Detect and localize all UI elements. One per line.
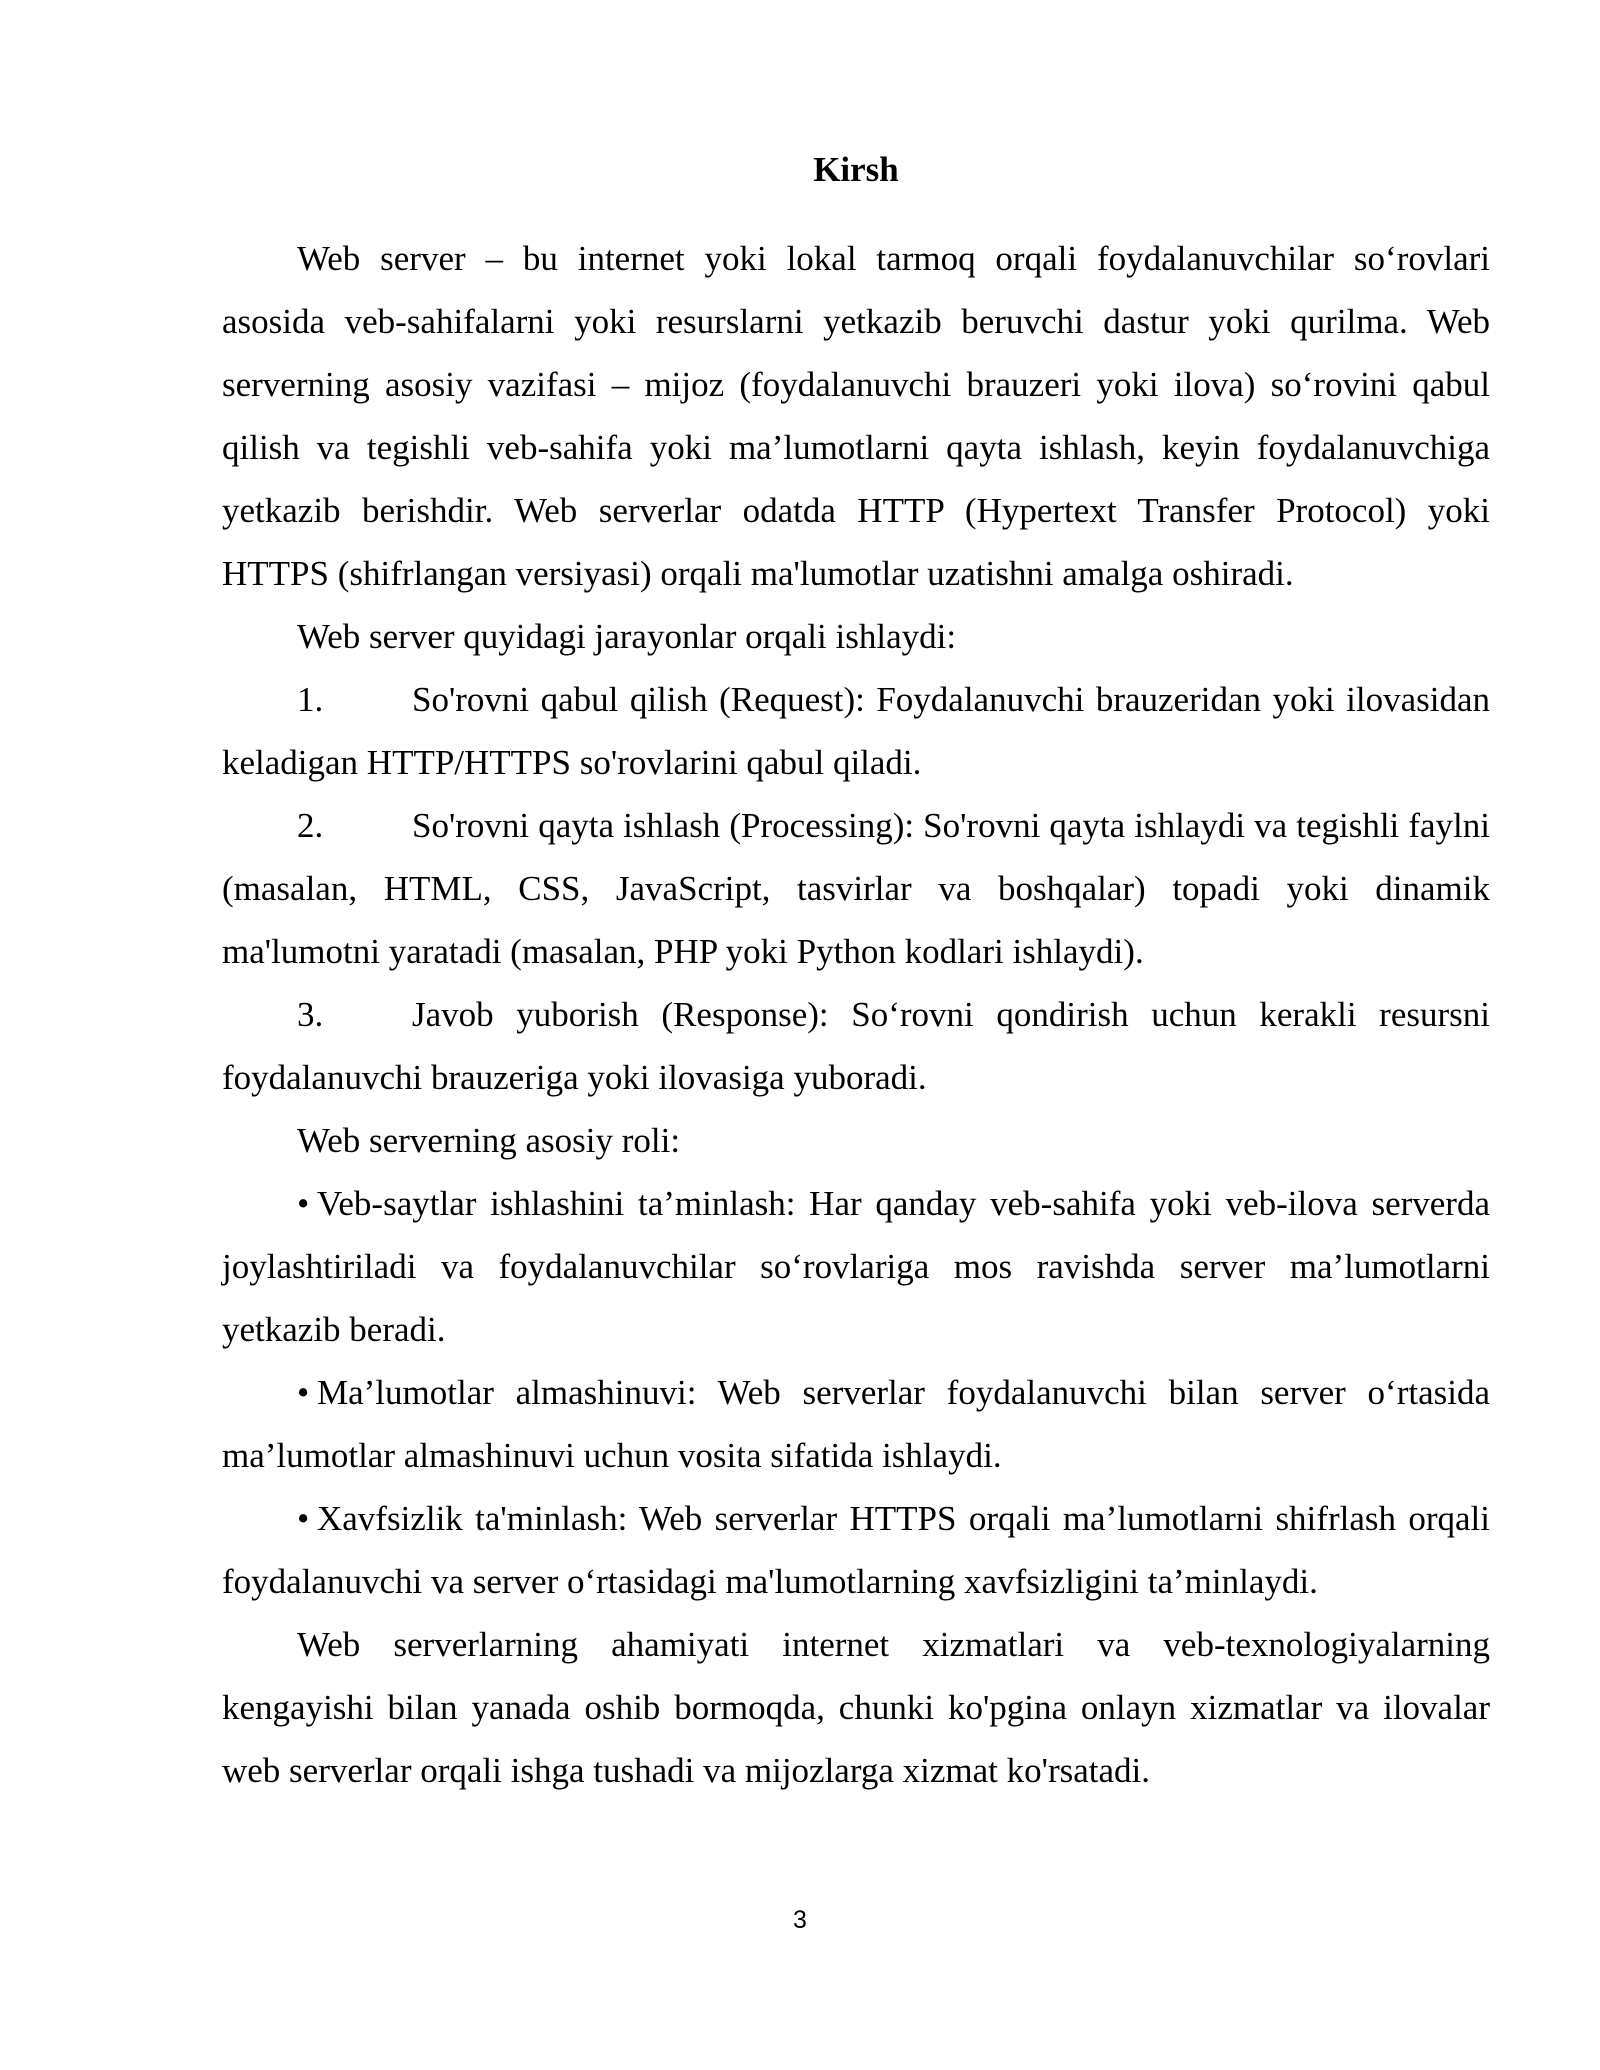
role-text: Xavfsizlik ta'minlash: Web serverlar HTTPS orqali ma’lumotlarni shifrlash orqali foydalanuvchi va server o‘rtasidagi ma'lumotlarning xavfsizligini ta’minlaydi. <box>222 1499 1490 1601</box>
step-item <box>222 983 1490 1109</box>
step-number: 1. <box>297 680 324 719</box>
page-content <box>222 145 1490 1802</box>
closing-paragraph: Web serverlarning ahamiyati internet xizmatlari va veb-texnologiyalarning kengayishi bilan yanada oshib bormoqda, chunki ko'pgina onlayn xizmatlar va ilovalar web serverlar orqali ishga tushadi va mijozlarga xizmat ko'rsatadi. <box>222 1625 1490 1790</box>
role-text: Veb-saytlar ishlashini ta’minlash: Har qanday veb-sahifa yoki veb-ilova serverda joylashtiriladi va foydalanuvchilar so‘rovlariga mos ravishda server ma’lumotlarni yetkazib beradi. <box>222 1184 1490 1349</box>
step-number: 3. <box>297 995 324 1034</box>
step-item <box>222 668 1490 794</box>
role-text: Ma’lumotlar almashinuvi: Web serverlar foydalanuvchi bilan server o‘rtasida ma’lumotlar almashinuvi uchun vosita sifatida ishlaydi. <box>222 1373 1490 1475</box>
step-text: Javob yuborish (Response): So‘rovni qondirish uchun kerakli resursni foydalanuvchi brauzeriga yoki ilovasiga yuboradi. <box>222 995 1490 1097</box>
bullet-icon: • <box>297 1499 310 1538</box>
role-item <box>222 1487 1490 1613</box>
process-heading: Web server quyidagi jarayonlar orqali ishlaydi: <box>297 617 957 656</box>
step-number: 2. <box>297 806 324 845</box>
bullet-icon: • <box>297 1373 310 1412</box>
step-item <box>222 794 1490 983</box>
step-text: So'rovni qayta ishlash (Processing): So'rovni qayta ishlaydi va tegishli faylni (masalan, HTML, CSS, JavaScript, tasvirlar va boshqalar) topadi yoki dinamik ma'lumotni yaratadi (masalan, PHP yoki Python kodlari ishlaydi). <box>222 806 1490 971</box>
role-item <box>222 1361 1490 1487</box>
bullet-icon: • <box>297 1184 310 1223</box>
role-item <box>222 1172 1490 1361</box>
page-title: Kirsh <box>813 150 899 189</box>
page-number: 3 <box>793 1906 807 1934</box>
step-text: So'rovni qabul qilish (Request): Foydalanuvchi brauzeridan yoki ilovasidan keladigan HTTP/HTTPS so'rovlarini qabul qiladi. <box>222 680 1490 782</box>
intro-paragraph: Web server – bu internet yoki lokal tarmoq orqali foydalanuvchilar so‘rovlari asosida veb-sahifalarni yoki resurslarni yetkazib beruvchi dastur yoki qurilma. Web serverning asosiy vazifasi – mijoz (foydalanuvchi brauzeri yoki ilova) so‘rovini qabul qilish va tegishli veb-sahifa yoki ma’lumotlarni qayta ishlash, keyin foydalanuvchiga yetkazib berishdir. Web serverlar odatda HTTP (Hypertext Transfer Protocol) yoki HTTPS (shifrlangan versiyasi) orqali ma'lumotlar uzatishni amalga oshiradi. <box>222 239 1490 593</box>
roles-heading: Web serverning asosiy roli: <box>297 1121 681 1160</box>
